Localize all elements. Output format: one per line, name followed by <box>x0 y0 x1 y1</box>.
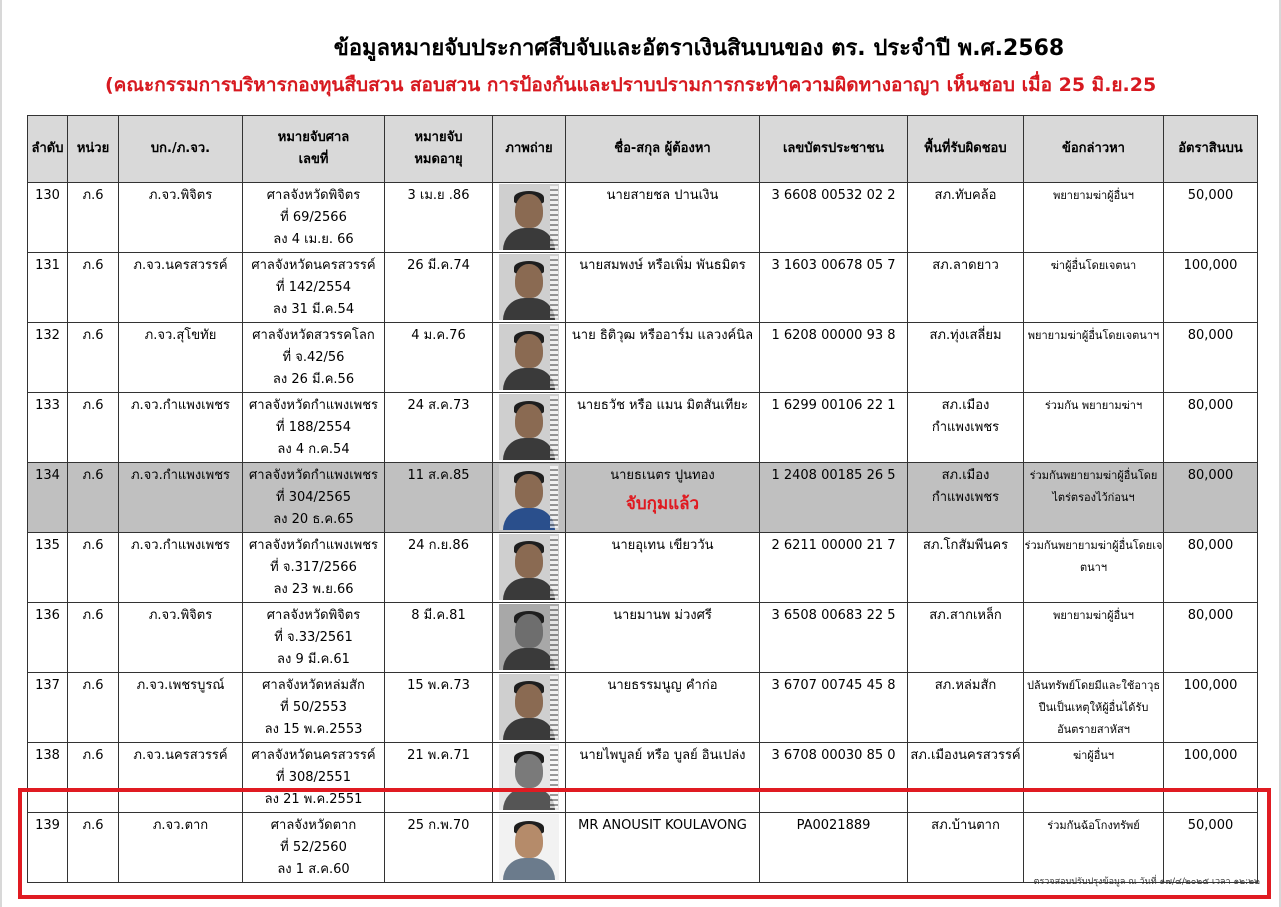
cell-area: สภ.เมือง กำแพงเพชร <box>908 393 1024 463</box>
warrant-court: ศาลจังหวัดสวรรคโลก <box>252 328 375 343</box>
cell-command: ภ.จว.เพชรบูรณ์ <box>119 673 243 743</box>
cell-area: สภ.บ้านตาก <box>908 813 1024 883</box>
arrest-status: จับกุมแล้ว <box>625 494 700 514</box>
suspect-name: นาย ธิติวุฒ หรืออาร์ม แลวงค์นิล <box>571 328 754 343</box>
cell-charge: ปล้นทรัพย์โดยมีและใช้อาวุธปืนเป็นเหตุให้ผู้อื่นได้รับอันตรายสาหัสฯ <box>1024 673 1164 743</box>
header-warrant-line2: เลขที่ <box>298 152 329 167</box>
cell-warrant <box>243 253 385 323</box>
warrant-date: ลง 21 พ.ค.2551 <box>264 792 363 807</box>
cell-charge: ฆ่าผู้อื่นโดยเจตนา <box>1024 253 1164 323</box>
warrant-date: ลง 4 ก.ค.54 <box>277 442 350 457</box>
cell-expiry: 8 มี.ค.81 <box>385 603 493 673</box>
page-frame-left <box>0 0 2 907</box>
suspect-name: นายมานพ ม่วงศรี <box>613 608 712 623</box>
warrant-date: ลง 1 ส.ค.60 <box>277 862 350 877</box>
cell-command: ภ.จว.กำแพงเพชร <box>119 463 243 533</box>
cell-photo <box>493 463 566 533</box>
suspect-name: นายสายชล ปานเงิน <box>606 188 719 203</box>
cell-area: สภ.ทับคล้อ <box>908 183 1024 253</box>
suspect-photo <box>499 744 559 810</box>
cell-order: 138 <box>28 743 68 813</box>
suspect-name: นายอุเทน เขียววัน <box>611 538 714 553</box>
suspect-photo <box>499 464 559 530</box>
cell-name <box>566 813 760 883</box>
cell-charge: ร่วมกันพยายามฆ่าผู้อื่นโดยเจตนาฯ <box>1024 533 1164 603</box>
cell-id-card: 2 6211 00000 21 7 <box>760 533 908 603</box>
cell-reward: 80,000 <box>1164 533 1258 603</box>
cell-command: ภ.จว.นครสวรรค์ <box>119 253 243 323</box>
cell-warrant <box>243 463 385 533</box>
cell-reward: 50,000 <box>1164 813 1258 883</box>
warrant-court: ศาลจังหวัดพิจิตร <box>266 188 361 203</box>
cell-charge: พยายามฆ่าผู้อื่นโดยเจตนาฯ <box>1024 323 1164 393</box>
cell-order: 137 <box>28 673 68 743</box>
cell-reward: 100,000 <box>1164 673 1258 743</box>
table-row <box>28 323 1258 393</box>
cell-name <box>566 603 760 673</box>
warrant-number: ที่ 142/2554 <box>276 280 351 295</box>
warrant-table <box>27 115 1258 883</box>
table-row <box>28 533 1258 603</box>
suspect-photo <box>499 184 559 250</box>
cell-order: 133 <box>28 393 68 463</box>
cell-unit: ภ.6 <box>68 533 119 603</box>
warrant-date: ลง 15 พ.ค.2553 <box>264 722 363 737</box>
table-row <box>28 673 1258 743</box>
warrant-date: ลง 23 พ.ย.66 <box>273 582 354 597</box>
cell-order: 130 <box>28 183 68 253</box>
suspect-photo <box>499 394 559 460</box>
suspect-photo <box>499 324 559 390</box>
cell-name <box>566 393 760 463</box>
header-id-card: เลขบัตรประชาชน <box>760 116 908 183</box>
suspect-name: นายสมพงษ์ หรือเพิ่ม พันธมิตร <box>579 258 746 273</box>
cell-photo <box>493 813 566 883</box>
cell-expiry: 4 ม.ค.76 <box>385 323 493 393</box>
warrant-number: ที่ 308/2551 <box>276 770 351 785</box>
cell-expiry: 15 พ.ค.73 <box>385 673 493 743</box>
warrant-number: ที่ 188/2554 <box>276 420 351 435</box>
warrant-number: ที่ 50/2553 <box>280 700 347 715</box>
cell-id-card: 1 2408 00185 26 5 <box>760 463 908 533</box>
table-body <box>28 183 1258 883</box>
cell-area: สภ.เมืองนครสวรรค์ <box>908 743 1024 813</box>
header-charge: ข้อกล่าวหา <box>1024 116 1164 183</box>
suspect-photo <box>499 814 559 880</box>
suspect-name: นายธรรมนูญ คำก่อ <box>607 678 718 693</box>
cell-expiry: 26 มี.ค.74 <box>385 253 493 323</box>
cell-area: สภ.โกสัมพีนคร <box>908 533 1024 603</box>
cell-warrant <box>243 813 385 883</box>
update-timestamp: ตรวจสอบปรับปรุงข้อมูล ณ วันที่ ๑๗/๔/๒๐๒๕ เวลา ๑๒:๒๒ <box>1033 877 1260 887</box>
cell-reward: 80,000 <box>1164 323 1258 393</box>
cell-reward: 100,000 <box>1164 743 1258 813</box>
warrant-number: ที่ จ.317/2566 <box>270 560 357 575</box>
cell-photo <box>493 673 566 743</box>
cell-expiry: 24 ส.ค.73 <box>385 393 493 463</box>
suspect-photo <box>499 254 559 320</box>
cell-area: สภ.สากเหล็ก <box>908 603 1024 673</box>
cell-reward: 80,000 <box>1164 463 1258 533</box>
header-warrant-line1: หมายจับศาล <box>277 130 350 145</box>
cell-name <box>566 323 760 393</box>
cell-command: ภ.จว.พิจิตร <box>119 603 243 673</box>
cell-area: สภ.ลาดยาว <box>908 253 1024 323</box>
cell-warrant <box>243 533 385 603</box>
cell-warrant <box>243 183 385 253</box>
header-expiry-line1: หมายจับ <box>414 130 463 145</box>
cell-photo <box>493 323 566 393</box>
table-header-row <box>28 116 1258 183</box>
header-reward: อัตราสินบน <box>1164 116 1258 183</box>
warrant-date: ลง 26 มี.ค.56 <box>272 372 355 387</box>
page-subtitle: (คณะกรรมการบริหารกองทุนสืบสวน สอบสวน การป้องกันและปราบปรามการกระทำความผิดทางอาญา เห็นชอบ เมื่อ 25 มิ.ย.25 <box>105 74 1157 96</box>
cell-unit: ภ.6 <box>68 323 119 393</box>
cell-command: ภ.จว.นครสวรรค์ <box>119 743 243 813</box>
warrant-court: ศาลจังหวัดนครสวรรค์ <box>251 258 376 273</box>
warrant-number: ที่ 69/2566 <box>280 210 347 225</box>
warrant-court: ศาลจังหวัดตาก <box>270 818 357 833</box>
cell-unit: ภ.6 <box>68 743 119 813</box>
table-row <box>28 743 1258 813</box>
header-unit: หน่วย <box>68 116 119 183</box>
warrant-number: ที่ 52/2560 <box>280 840 347 855</box>
warrant-court: ศาลจังหวัดนครสวรรค์ <box>251 748 376 763</box>
suspect-name: นายธเนตร ปูนทอง <box>610 468 715 483</box>
cell-name <box>566 743 760 813</box>
suspect-photo <box>499 604 559 670</box>
header-photo: ภาพถ่าย <box>493 116 566 183</box>
cell-id-card: 3 6508 00683 22 5 <box>760 603 908 673</box>
warrant-court: ศาลจังหวัดกำแพงเพชร <box>248 538 379 553</box>
cell-unit: ภ.6 <box>68 813 119 883</box>
table-row-highlighted <box>28 813 1258 883</box>
cell-expiry: 24 ก.ย.86 <box>385 533 493 603</box>
table-row <box>28 253 1258 323</box>
cell-name <box>566 183 760 253</box>
cell-area: สภ.เมือง กำแพงเพชร <box>908 463 1024 533</box>
table-row-caught <box>28 463 1258 533</box>
warrant-court: ศาลจังหวัดพิจิตร <box>266 608 361 623</box>
cell-expiry: 21 พ.ค.71 <box>385 743 493 813</box>
cell-id-card: 1 6208 00000 93 8 <box>760 323 908 393</box>
suspect-name: นายธวัช หรือ แมน มิตสันเทียะ <box>577 398 748 413</box>
cell-order: 135 <box>28 533 68 603</box>
header-order: ลำดับ <box>28 116 68 183</box>
cell-area: สภ.ทุ่งเสลี่ยม <box>908 323 1024 393</box>
cell-command: ภ.จว.กำแพงเพชร <box>119 393 243 463</box>
cell-warrant <box>243 603 385 673</box>
cell-name <box>566 463 760 533</box>
cell-command: ภ.จว.พิจิตร <box>119 183 243 253</box>
cell-command: ภ.จว.ตาก <box>119 813 243 883</box>
cell-name <box>566 253 760 323</box>
cell-unit: ภ.6 <box>68 603 119 673</box>
header-area: พื้นที่รับผิดชอบ <box>908 116 1024 183</box>
cell-reward: 50,000 <box>1164 183 1258 253</box>
suspect-photo <box>499 534 559 600</box>
cell-unit: ภ.6 <box>68 463 119 533</box>
warrant-number: ที่ จ.33/2561 <box>274 630 353 645</box>
cell-photo <box>493 393 566 463</box>
table-row <box>28 183 1258 253</box>
cell-command: ภ.จว.กำแพงเพชร <box>119 533 243 603</box>
warrant-date: ลง 31 มี.ค.54 <box>272 302 355 317</box>
cell-reward: 80,000 <box>1164 603 1258 673</box>
cell-unit: ภ.6 <box>68 253 119 323</box>
warrant-court: ศาลจังหวัดหล่มสัก <box>262 678 365 693</box>
cell-charge: พยายามฆ่าผู้อื่นฯ <box>1024 183 1164 253</box>
cell-order: 139 <box>28 813 68 883</box>
cell-id-card: 3 6707 00745 45 8 <box>760 673 908 743</box>
cell-reward: 100,000 <box>1164 253 1258 323</box>
cell-charge: ร่วมกัน พยายามฆ่าฯ <box>1024 393 1164 463</box>
warrant-date: ลง 4 เม.ย. 66 <box>273 232 354 247</box>
warrant-date: ลง 9 มี.ค.61 <box>277 652 350 667</box>
warrant-date: ลง 20 ธ.ค.65 <box>273 512 354 527</box>
cell-reward: 80,000 <box>1164 393 1258 463</box>
cell-order: 136 <box>28 603 68 673</box>
cell-unit: ภ.6 <box>68 183 119 253</box>
table-row <box>28 393 1258 463</box>
header-command: บก./ภ.จว. <box>119 116 243 183</box>
cell-charge: พยายามฆ่าผู้อื่นฯ <box>1024 603 1164 673</box>
header-name: ชื่อ-สกุล ผู้ต้องหา <box>566 116 760 183</box>
cell-name <box>566 673 760 743</box>
header-expiry-line2: หมดอายุ <box>414 152 463 167</box>
cell-photo <box>493 183 566 253</box>
cell-photo <box>493 603 566 673</box>
cell-charge: ร่วมกันฉ้อโกงทรัพย์ <box>1024 813 1164 883</box>
cell-order: 131 <box>28 253 68 323</box>
warrant-number: ที่ จ.42/56 <box>282 350 345 365</box>
cell-command: ภ.จว.สุโขทัย <box>119 323 243 393</box>
cell-id-card: 3 6608 00532 02 2 <box>760 183 908 253</box>
header-warrant <box>243 116 385 183</box>
suspect-photo <box>499 674 559 740</box>
cell-expiry: 25 ก.พ.70 <box>385 813 493 883</box>
suspect-name: นายไพบูลย์ หรือ บูลย์ อินเปล่ง <box>579 748 746 763</box>
cell-unit: ภ.6 <box>68 393 119 463</box>
cell-warrant <box>243 673 385 743</box>
cell-expiry: 11 ส.ค.85 <box>385 463 493 533</box>
cell-photo <box>493 743 566 813</box>
cell-id-card: PA0021889 <box>760 813 908 883</box>
cell-order: 132 <box>28 323 68 393</box>
warrant-court: ศาลจังหวัดกำแพงเพชร <box>248 398 379 413</box>
cell-name <box>566 533 760 603</box>
cell-charge: ฆ่าผู้อื่นฯ <box>1024 743 1164 813</box>
cell-unit: ภ.6 <box>68 673 119 743</box>
cell-expiry: 3 เม.ย .86 <box>385 183 493 253</box>
cell-area: สภ.หล่มสัก <box>908 673 1024 743</box>
cell-warrant <box>243 743 385 813</box>
cell-charge: ร่วมกันพยายามฆ่าผู้อื่นโดยไตร่ตรองไว้ก่อนฯ <box>1024 463 1164 533</box>
table-row <box>28 603 1258 673</box>
cell-warrant <box>243 393 385 463</box>
suspect-name: MR ANOUSIT KOULAVONG <box>578 818 747 833</box>
cell-id-card: 1 6299 00106 22 1 <box>760 393 908 463</box>
cell-warrant <box>243 323 385 393</box>
warrant-number: ที่ 304/2565 <box>276 490 351 505</box>
cell-order: 134 <box>28 463 68 533</box>
cell-photo <box>493 253 566 323</box>
page-title: ข้อมูลหมายจับประกาศสืบจับและอัตราเงินสินบนของ ตร. ประจำปี พ.ศ.2568 <box>333 36 1065 61</box>
cell-photo <box>493 533 566 603</box>
cell-id-card: 3 1603 00678 05 7 <box>760 253 908 323</box>
cell-id-card: 3 6708 00030 85 0 <box>760 743 908 813</box>
warrant-court: ศาลจังหวัดกำแพงเพชร <box>248 468 379 483</box>
header-expiry <box>385 116 493 183</box>
